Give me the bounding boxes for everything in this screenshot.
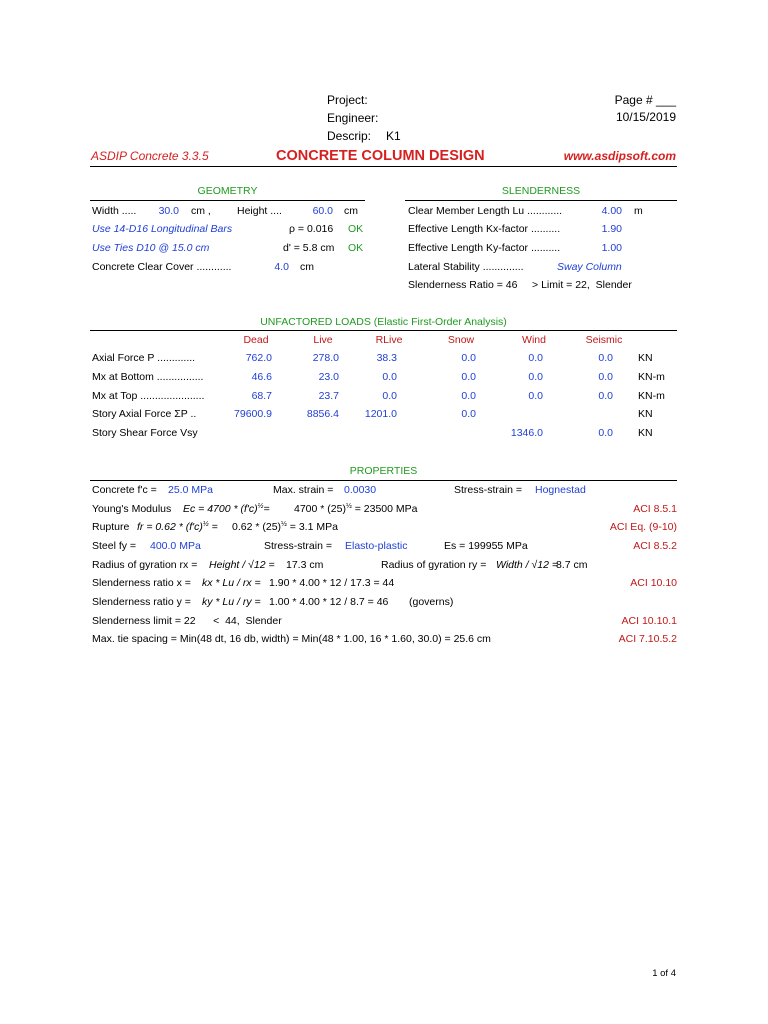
stability-label: Lateral Stability .............. xyxy=(408,261,524,273)
document-title: CONCRETE COLUMN DESIGN xyxy=(276,148,485,164)
loads-divider xyxy=(90,330,677,331)
height-unit: cm xyxy=(344,205,358,217)
loads-title: UNFACTORED LOADS (Elastic First-Order Analysis) xyxy=(260,316,507,328)
slenderness-limit-text: Slenderness limit = 22 < 44, Slender xyxy=(92,615,282,627)
slenderness-x-calc: 1.90 * 4.00 * 12 / 17.3 = 44 xyxy=(269,577,395,589)
ky-label: Effective Length Ky-factor .......... xyxy=(408,242,561,254)
rx-formula: Height / √12 = xyxy=(209,559,275,571)
kx-input[interactable]: 1.90 xyxy=(601,223,622,235)
cover-input[interactable]: 4.0 xyxy=(274,261,289,273)
max-strain-input[interactable]: 0.0030 xyxy=(344,484,377,496)
slenderness-x-label: Slenderness ratio x = xyxy=(92,577,191,589)
loads-cell[interactable]: 0.0 xyxy=(598,371,613,383)
kx-label: Effective Length Kx-factor .......... xyxy=(408,223,561,235)
width-unit: cm , xyxy=(191,205,211,217)
rx-value: 17.3 cm xyxy=(286,559,324,571)
loads-column-header: Dead xyxy=(243,334,269,346)
loads-cell[interactable]: 46.6 xyxy=(251,371,272,383)
loads-cell[interactable]: 0.0 xyxy=(598,390,613,402)
loads-cell[interactable]: 79600.9 xyxy=(234,408,272,420)
slenderness-x-reference: ACI 10.10 xyxy=(630,577,677,589)
slenderness-y-calc: 1.00 * 4.00 * 12 / 8.7 = 46 xyxy=(269,596,389,608)
loads-cell[interactable]: 1346.0 xyxy=(510,427,543,439)
loads-cell[interactable]: 1201.0 xyxy=(364,408,397,420)
stress-strain-steel-label: Stress-strain = xyxy=(264,540,332,552)
ry-value: 8.7 cm xyxy=(556,559,588,571)
longitudinal-bars-input[interactable]: Use 14-D16 Longitudinal Bars xyxy=(92,223,233,235)
max-strain-label: Max. strain = xyxy=(273,484,334,496)
engineer-label: Engineer: xyxy=(327,111,379,125)
header-divider xyxy=(90,166,677,167)
loads-cell[interactable]: 278.0 xyxy=(312,352,339,364)
stress-strain-concrete-input[interactable]: Hognestad xyxy=(535,484,586,496)
width-input[interactable]: 30.0 xyxy=(158,205,179,217)
loads-cell[interactable]: 0.0 xyxy=(528,371,543,383)
rho-status: OK xyxy=(348,223,364,235)
lu-label: Clear Member Length Lu ............ xyxy=(408,205,563,217)
rx-label: Radius of gyration rx = xyxy=(92,559,198,571)
descrip-value: K1 xyxy=(386,129,401,143)
es-text: Es = 199955 MPa xyxy=(444,540,528,552)
youngs-modulus-reference: ACI 8.5.1 xyxy=(633,503,677,515)
loads-cell[interactable]: 762.0 xyxy=(245,352,272,364)
youngs-modulus-formula: $Ec = 4700 * (f'c)^{\frac{1}{2}}=$ xyxy=(183,503,270,515)
loads-row-unit: KN xyxy=(638,427,653,439)
youngs-modulus-calc: $4700 * (25)^{\frac{1}{2}} = 23500$ MPa xyxy=(294,503,418,515)
slenderness-y-label: Slenderness ratio y = xyxy=(92,596,191,608)
ties-input[interactable]: Use Ties D10 @ 15.0 cm xyxy=(92,242,210,254)
rupture-reference: ACI Eq. (9-10) xyxy=(609,521,677,533)
loads-cell[interactable]: 0.0 xyxy=(461,390,476,402)
properties-title: PROPERTIES xyxy=(349,465,418,477)
slenderness-title: SLENDERNESS xyxy=(501,185,581,197)
dprime-status: OK xyxy=(348,242,364,254)
loads-row-label: Axial Force P ............. xyxy=(92,352,196,364)
loads-cell[interactable]: 0.0 xyxy=(461,371,476,383)
loads-row-unit: KN xyxy=(638,408,653,420)
loads-row-label: Mx at Bottom ................ xyxy=(92,371,204,383)
rupture-calc: $0.62 * (25)^{\frac{1}{2}} = 3.1$ MPa xyxy=(232,521,338,533)
height-input[interactable]: 60.0 xyxy=(312,205,333,217)
slenderness-divider xyxy=(405,200,677,201)
stress-strain-label: Stress-strain = xyxy=(454,484,522,496)
loads-row-label: Story Shear Force Vsy xyxy=(92,427,198,439)
loads-cell[interactable]: 68.7 xyxy=(251,390,272,402)
rho-text: ρ = 0.016 xyxy=(289,223,334,235)
loads-column-header: Seismic xyxy=(585,334,623,346)
page-number: Page # ___ xyxy=(614,93,676,107)
properties-divider xyxy=(90,480,677,481)
loads-cell[interactable]: 0.0 xyxy=(382,371,397,383)
loads-cell[interactable]: 0.0 xyxy=(598,352,613,364)
date: 10/15/2019 xyxy=(615,110,676,124)
youngs-modulus-label: Young's Modulus xyxy=(92,503,172,515)
ry-formula: Width / √12 = xyxy=(496,559,558,571)
loads-row-label: Mx at Top ...................... xyxy=(92,390,205,402)
loads-row-unit: KN-m xyxy=(638,390,665,402)
tie-spacing-text: Max. tie spacing = Min(48 dt, 16 db, width) = Min(48 * 1.00, 16 * 1.60, 30.0) = 25.6 cm xyxy=(92,633,491,645)
rupture-label: Rupture xyxy=(92,521,130,533)
dprime-text: d' = 5.8 cm xyxy=(283,242,335,254)
fy-reference: ACI 8.5.2 xyxy=(633,540,677,552)
loads-column-header: RLive xyxy=(375,334,403,346)
loads-column-header: Snow xyxy=(447,334,475,346)
loads-column-header: Live xyxy=(313,334,333,346)
descrip-label: Descrip: xyxy=(327,129,372,143)
loads-cell[interactable]: 23.0 xyxy=(318,371,339,383)
fc-label: Concrete f'c = xyxy=(92,484,157,496)
ky-input[interactable]: 1.00 xyxy=(601,242,622,254)
fy-input[interactable]: 400.0 MPa xyxy=(150,540,201,552)
cover-unit: cm xyxy=(300,261,314,273)
governs-note: (governs) xyxy=(409,596,454,608)
width-label: Width ..... xyxy=(92,205,137,217)
app-name: ASDIP Concrete 3.3.5 xyxy=(91,149,209,163)
cover-label: Concrete Clear Cover ............ xyxy=(92,261,232,273)
loads-cell[interactable]: 0.0 xyxy=(461,352,476,364)
lu-input[interactable]: 4.00 xyxy=(601,205,622,217)
loads-cell[interactable]: 0.0 xyxy=(528,390,543,402)
fc-input[interactable]: 25.0 MPa xyxy=(168,484,213,496)
geometry-title: GEOMETRY xyxy=(197,185,258,197)
stability-input[interactable]: Sway Column xyxy=(557,261,622,273)
loads-row-unit: KN-m xyxy=(638,371,665,383)
loads-column-header: Wind xyxy=(522,334,546,346)
slenderness-limit-reference: ACI 10.10.1 xyxy=(621,615,677,627)
loads-cell[interactable]: 23.7 xyxy=(318,390,339,402)
loads-cell[interactable]: 0.0 xyxy=(598,427,613,439)
lu-unit: m xyxy=(634,205,643,217)
rupture-formula: fr = $0.62 * (f'c)^{\frac{1}{2}}$ = xyxy=(137,521,218,533)
stress-strain-steel-input[interactable]: Elasto-plastic xyxy=(345,540,408,552)
slenderness-ratio-text: Slenderness Ratio = 46 > Limit = 22, Slender xyxy=(408,279,632,291)
ry-label: Radius of gyration ry = xyxy=(381,559,487,571)
loads-cell[interactable]: 0.0 xyxy=(528,352,543,364)
loads-row-label: Story Axial Force ΣP .. xyxy=(92,408,197,420)
loads-cell[interactable]: 0.0 xyxy=(461,408,476,420)
page-count: 1 of 4 xyxy=(652,968,676,979)
tie-spacing-reference: ACI 7.10.5.2 xyxy=(618,633,677,645)
fy-label: Steel fy = xyxy=(92,540,137,552)
loads-cell[interactable]: 0.0 xyxy=(382,390,397,402)
project-label: Project: xyxy=(327,93,368,107)
loads-cell[interactable]: 8856.4 xyxy=(306,408,339,420)
loads-cell[interactable]: 38.3 xyxy=(376,352,397,364)
slenderness-y-formula: ky * Lu / ry = xyxy=(202,596,261,608)
slenderness-x-formula: kx * Lu / rx = xyxy=(202,577,261,589)
website-link[interactable]: www.asdipsoft.com xyxy=(563,149,676,163)
height-label: Height .... xyxy=(237,205,282,217)
loads-row-unit: KN xyxy=(638,352,653,364)
geometry-divider xyxy=(90,200,365,201)
